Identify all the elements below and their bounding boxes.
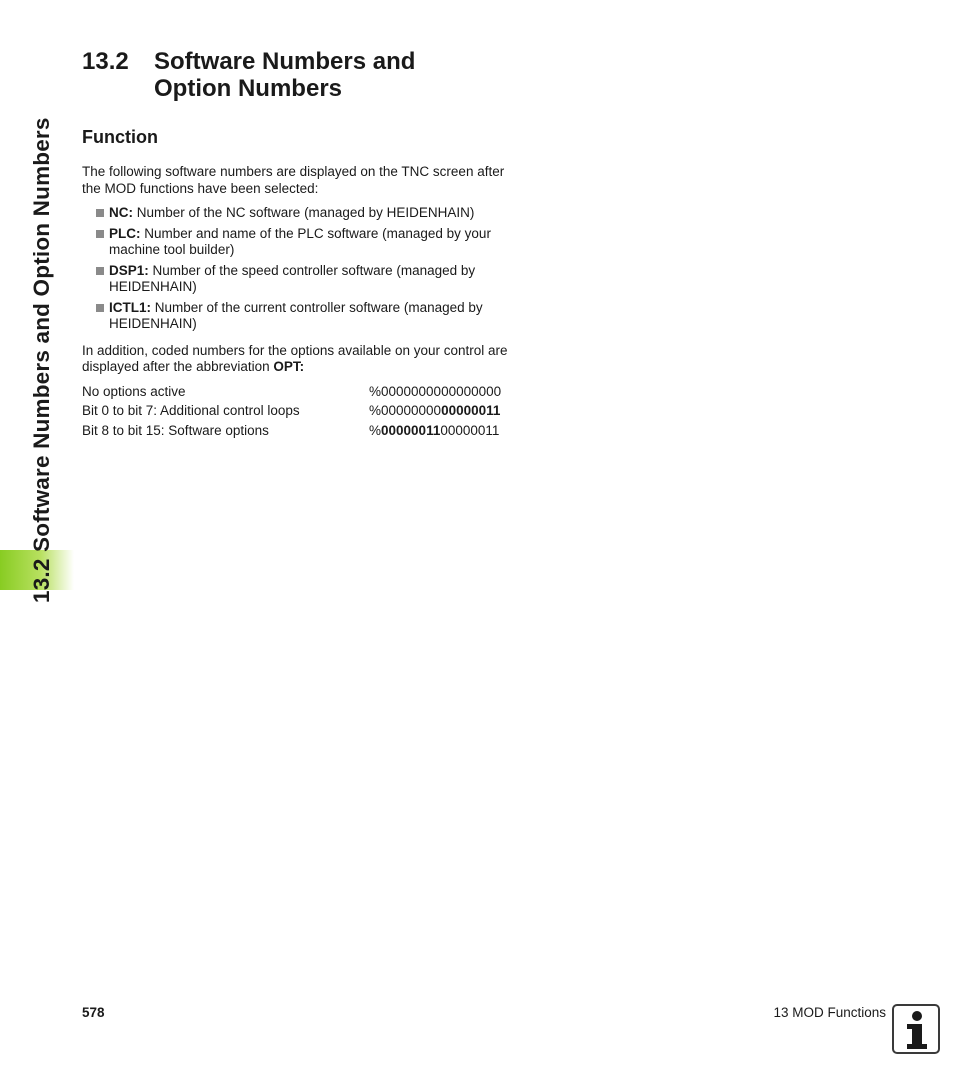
software-number-list [82, 205, 522, 333]
chapter-heading [82, 48, 415, 102]
table-row [82, 384, 501, 404]
bullet-square-icon [96, 209, 104, 217]
content-body [82, 164, 522, 442]
list-item-term: ICTL1: [109, 299, 151, 315]
list-item-text: Number of the NC software (managed by HEIDENHAIN) [133, 205, 475, 220]
bullet-square-icon [96, 230, 104, 238]
section-title: Function [82, 127, 158, 147]
list-item [82, 205, 522, 222]
bullet-square-icon [96, 304, 104, 312]
page-number: 578 [82, 1005, 105, 1020]
list-item-term: NC: [109, 205, 133, 220]
table-row [82, 403, 501, 423]
list-item-term: PLC: [109, 225, 141, 241]
option-label: No options active [82, 383, 186, 399]
list-item [82, 226, 522, 259]
option-code-bold: 00000011 [381, 422, 441, 438]
chapter-title-line1: Software Numbers and [154, 48, 416, 75]
list-item-text: Number of the speed controller software (managed by HEIDENHAIN) [109, 262, 476, 294]
option-code [369, 423, 501, 443]
option-label: Bit 8 to bit 15: Software options [82, 422, 269, 438]
sidebar-chapter-title: 13.2 Software Numbers and Option Numbers [29, 117, 54, 603]
option-code-bold: 00000011 [441, 403, 501, 418]
info-glyph-icon [894, 1006, 938, 1052]
option-code [369, 384, 501, 404]
option-code-prefix: % [369, 422, 382, 438]
table-row [82, 423, 501, 443]
list-item [82, 263, 522, 296]
options-paragraph-text: In addition, coded numbers for the options available on your control are displayed after the abbreviation [82, 342, 508, 374]
option-code-prefix: %0000000000000000 [369, 383, 502, 399]
option-code [369, 403, 501, 423]
chapter-number: 13.2 [82, 48, 129, 75]
options-table [82, 384, 501, 443]
list-item [82, 300, 522, 333]
options-paragraph [82, 343, 522, 376]
info-icon [892, 1004, 940, 1054]
list-item-text: Number of the current controller software (managed by HEIDENHAIN) [109, 299, 483, 331]
bullet-square-icon [96, 267, 104, 275]
opt-abbreviation: OPT: [273, 359, 305, 374]
option-code-suffix: 00000011 [440, 422, 500, 438]
list-item-term: DSP1: [109, 262, 149, 278]
chapter-title-line2: Option Numbers [154, 75, 343, 102]
list-item-text: Number and name of the PLC software (managed by your machine tool builder) [109, 225, 491, 257]
option-label: Bit 0 to bit 7: Additional control loops [82, 403, 300, 418]
footer-chapter-title: 13 MOD Functions [773, 1005, 886, 1020]
intro-paragraph: The following software numbers are displayed on the TNC screen after the MOD functions have been selected: [82, 164, 505, 196]
option-code-prefix: %00000000 [369, 403, 442, 418]
